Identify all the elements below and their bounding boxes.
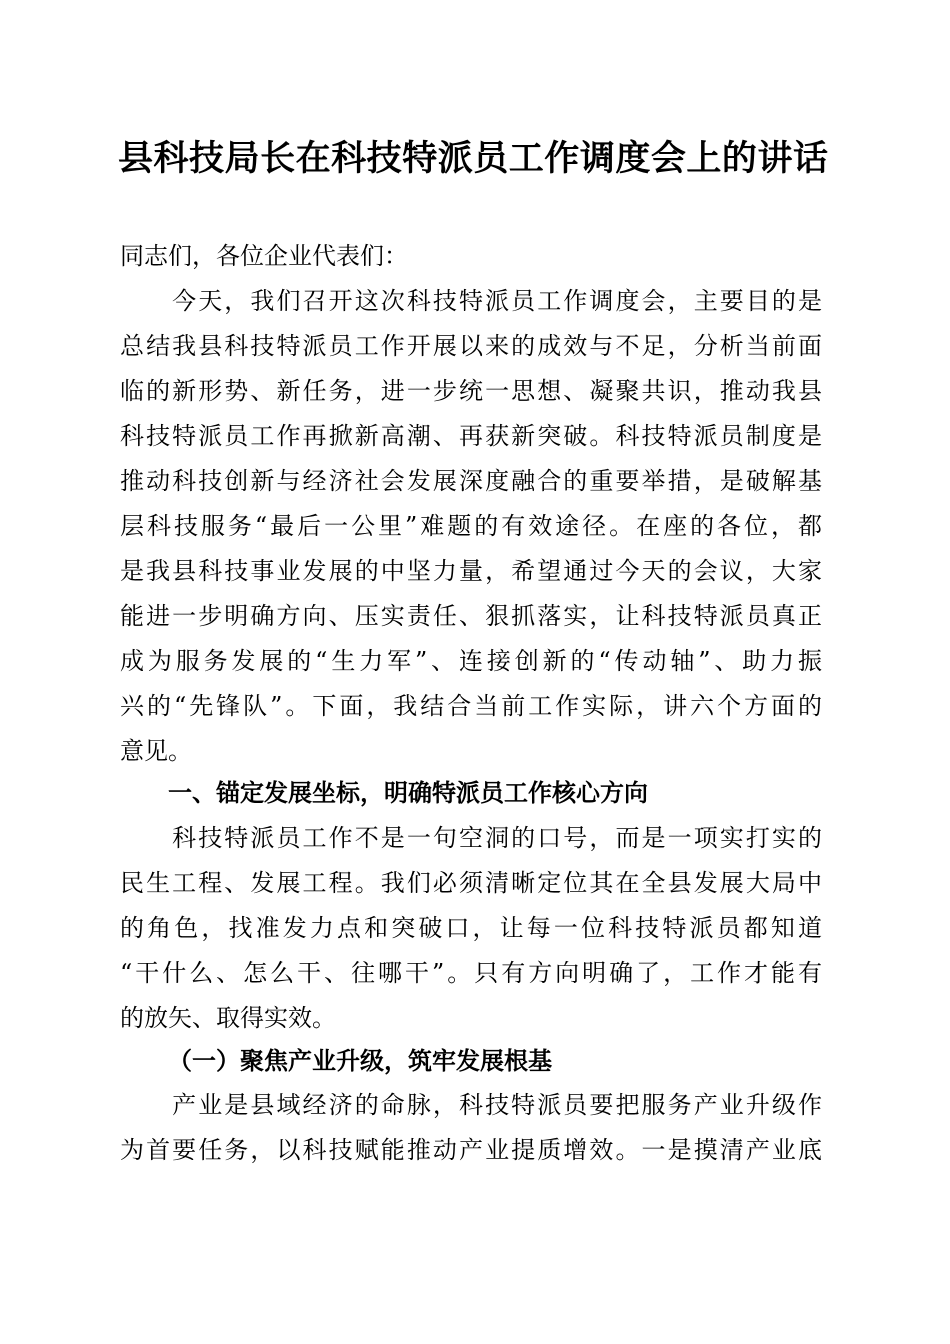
subsection-heading-1: （一）聚焦产业升级，筑牢发展根基 (168, 1046, 552, 1075)
paragraph-1-line-1: 今天，我们召开这次科技特派员工作调度会，主要目的是 (120, 287, 822, 315)
paragraph-1-line-6: 层科技服务“最后一公里”难题的有效途径。在座的各位，都 (120, 512, 822, 540)
paragraph-2-line-1: 科技特派员工作不是一句空洞的口号，而是一项实打实的 (120, 824, 822, 852)
paragraph-2-line-4: “干什么、怎么干、往哪干”。只有方向明确了，工作才能有 (120, 959, 822, 987)
paragraph-2-line-5: 的放矢、取得实效。 (120, 1004, 336, 1032)
paragraph-3-line-1: 产业是县域经济的命脉，科技特派员要把服务产业升级作 (120, 1091, 822, 1119)
paragraph-3-line-2: 为首要任务，以科技赋能推动产业提质增效。一是摸清产业底 (120, 1136, 822, 1164)
document-title: 县科技局长在科技特派员工作调度会上的讲话 (118, 138, 828, 179)
paragraph-1-line-10: 兴的“先锋队”。下面，我结合当前工作实际，讲六个方面的 (120, 692, 822, 720)
paragraph-1-line-3: 临的新形势、新任务，进一步统一思想、凝聚共识，推动我县 (120, 377, 822, 405)
paragraph-1-line-8: 能进一步明确方向、压实责任、狠抓落实，让科技特派员真正 (120, 602, 822, 630)
paragraph-1-line-11: 意见。 (120, 737, 192, 765)
paragraph-1-line-4: 科技特派员工作再掀新高潮、再获新突破。科技特派员制度是 (120, 422, 822, 450)
section-heading-1: 一、锚定发展坐标，明确特派员工作核心方向 (168, 779, 648, 807)
paragraph-2-line-2: 民生工程、发展工程。我们必须清晰定位其在全县发展大局中 (120, 869, 822, 897)
greeting-line: 同志们，各位企业代表们： (120, 242, 408, 270)
paragraph-1-line-9: 成为服务发展的“生力军”、连接创新的“传动轴”、助力振 (120, 647, 822, 675)
paragraph-2-line-3: 的角色，找准发力点和突破口，让每一位科技特派员都知道 (120, 914, 822, 942)
paragraph-1-line-5: 推动科技创新与经济社会发展深度融合的重要举措，是破解基 (120, 467, 822, 495)
paragraph-1-line-7: 是我县科技事业发展的中坚力量，希望通过今天的会议，大家 (120, 557, 822, 585)
paragraph-1-line-2: 总结我县科技特派员工作开展以来的成效与不足，分析当前面 (120, 332, 822, 360)
